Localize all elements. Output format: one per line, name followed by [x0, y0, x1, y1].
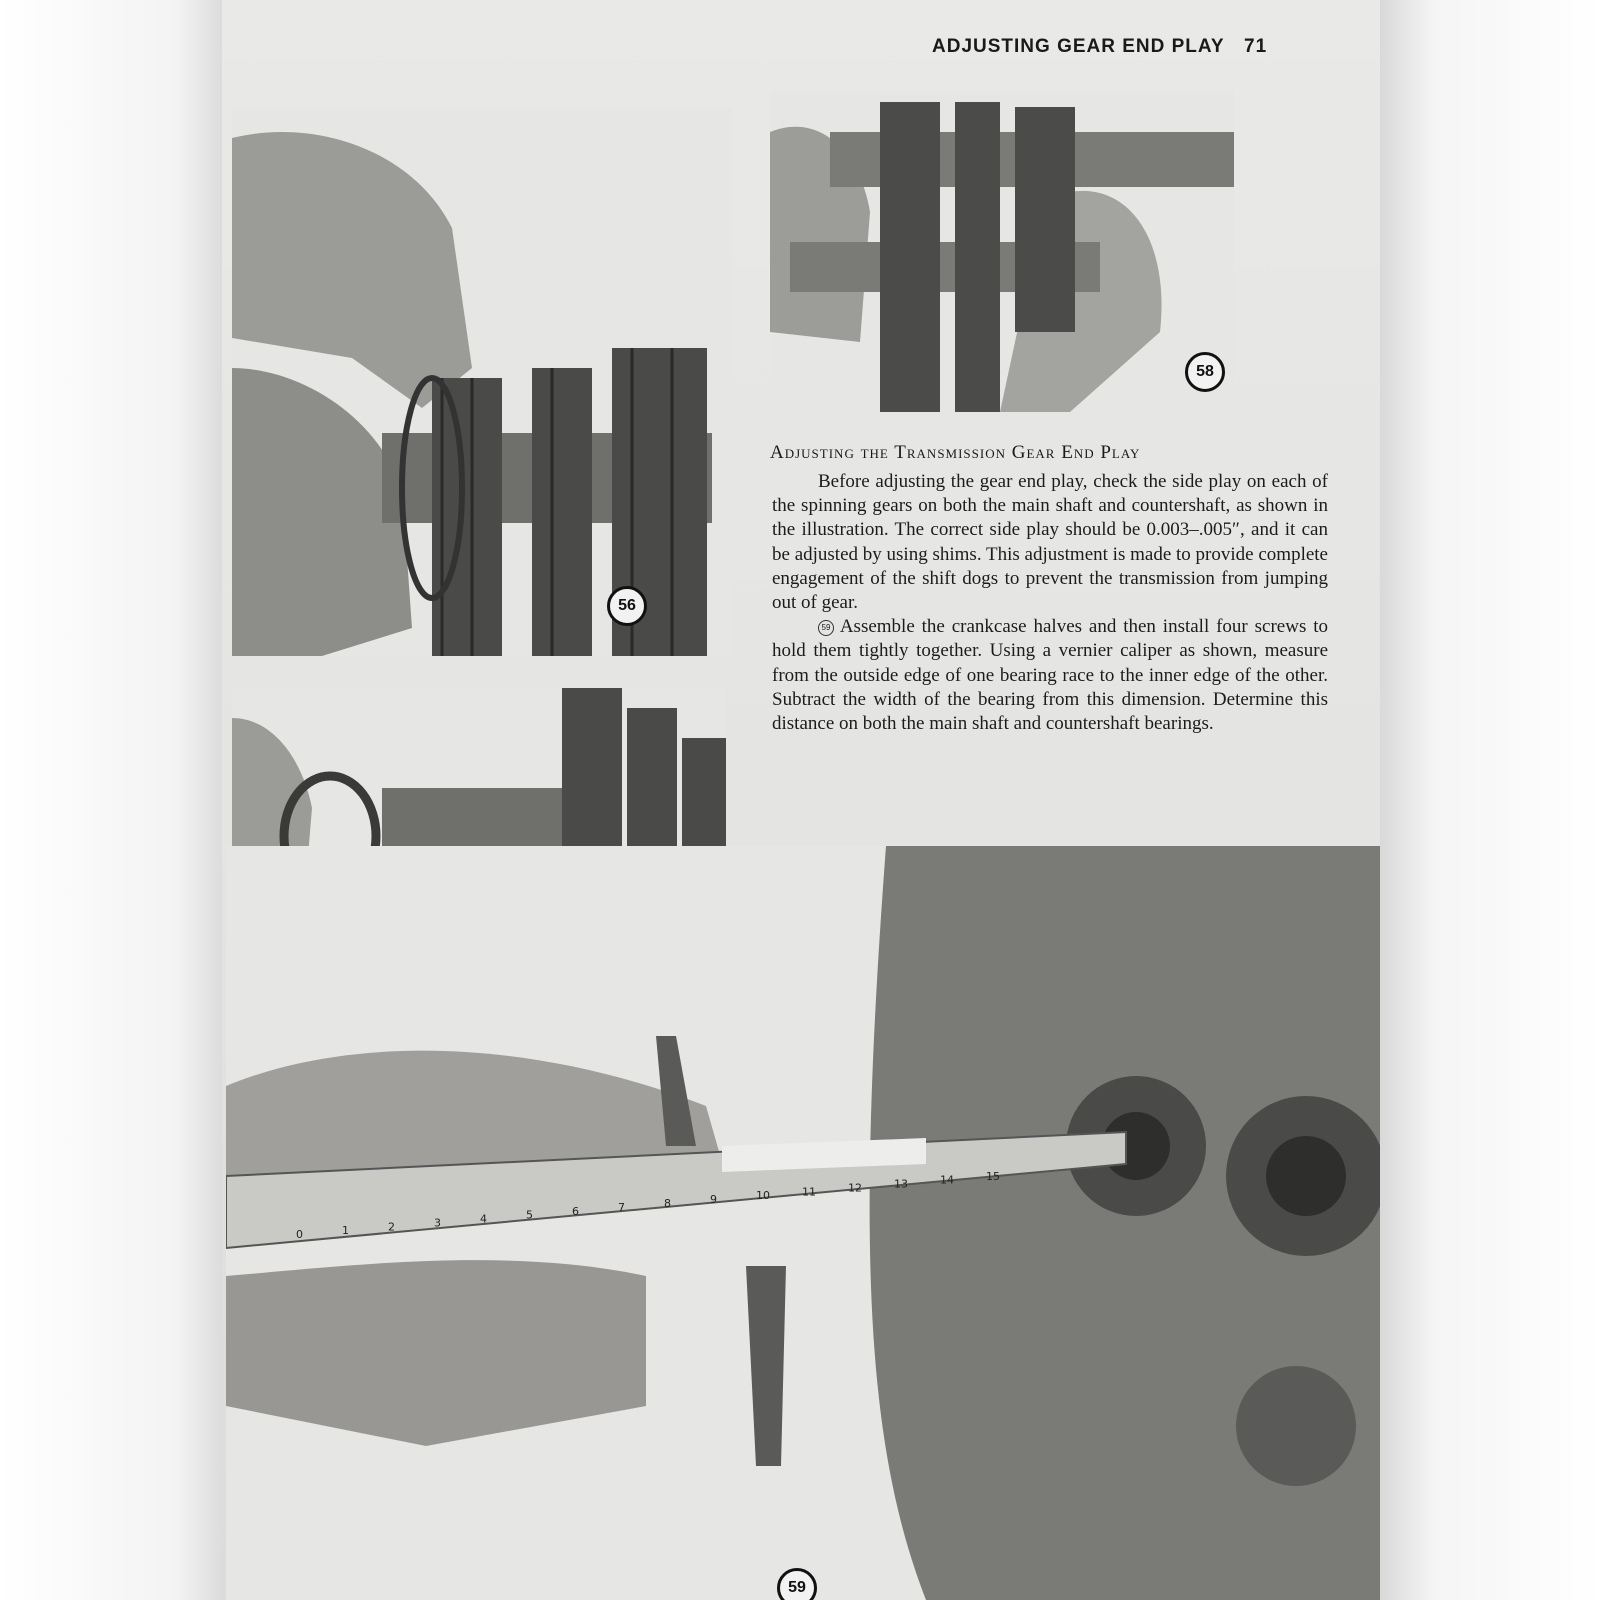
section-body — [772, 470, 1328, 736]
page-left-edge — [0, 0, 222, 1600]
caliper-scale-label: 7 — [618, 1200, 625, 1214]
paragraph-2 — [772, 615, 1328, 736]
caliper-scale-label: 15 — [986, 1169, 1000, 1183]
figure-58-illustration — [770, 92, 1234, 412]
running-title: ADJUSTING GEAR END PLAY — [932, 36, 1225, 57]
caliper-scale-label: 13 — [894, 1177, 908, 1191]
paragraph-1: Before adjusting the gear end play, check the side play on each of the spinning gears on both the main shaft and countershaft, as shown in the illustration. The correct side play should be 0.003–.005″, and it can be adjusted by using shims. This adjustment is made to provide complete engagement of the shift dogs to prevent the transmission from jumping out of gear. — [772, 471, 1328, 614]
caliper-scale-label: 2 — [388, 1220, 395, 1234]
caliper-scale-label: 12 — [848, 1181, 862, 1195]
caliper-scale-label: 14 — [940, 1173, 954, 1187]
figure-58-photo — [770, 92, 1234, 412]
figure-56-badge: 56 — [607, 586, 647, 626]
caliper-scale-label: 4 — [480, 1212, 487, 1226]
caliper-scale-label: 5 — [526, 1208, 533, 1222]
caliper-scale-label: 9 — [710, 1193, 717, 1207]
caliper-scale-label: 6 — [572, 1204, 579, 1218]
caliper-scale-label: 1 — [342, 1224, 349, 1238]
caliper-scale-label: 10 — [756, 1189, 770, 1203]
figure-58-badge: 58 — [1185, 352, 1225, 392]
caliper-scale-label: 0 — [296, 1228, 303, 1242]
figure-56-illustration — [232, 108, 732, 656]
figure-59-reference: 59 — [818, 620, 834, 636]
paragraph-2-text: Assemble the crankcase halves and then install four screws to hold them tightly together. Using a vernier caliper as shown, measure from the outside edge of one bearing race to the inner edge of the other. Subtract the width of the bearing from this dimension. Determine this distance on both the main shaft and countershaft bearings. — [772, 616, 1328, 735]
page-right-edge — [1380, 0, 1600, 1600]
caliper-scale-label: 8 — [664, 1197, 671, 1211]
book-page — [222, 0, 1380, 1600]
figure-59-photo — [226, 846, 1380, 1600]
caliper-scale-label: 11 — [802, 1185, 816, 1199]
section-heading: Adjusting the Transmission Gear End Play — [770, 442, 1141, 463]
figure-56-photo — [232, 108, 732, 656]
caliper-scale-label: 3 — [434, 1216, 441, 1230]
figure-59-badge: 59 — [777, 1568, 817, 1600]
page-number: 71 — [1244, 36, 1268, 57]
running-head — [932, 36, 1332, 66]
figure-59-illustration — [226, 846, 1380, 1600]
